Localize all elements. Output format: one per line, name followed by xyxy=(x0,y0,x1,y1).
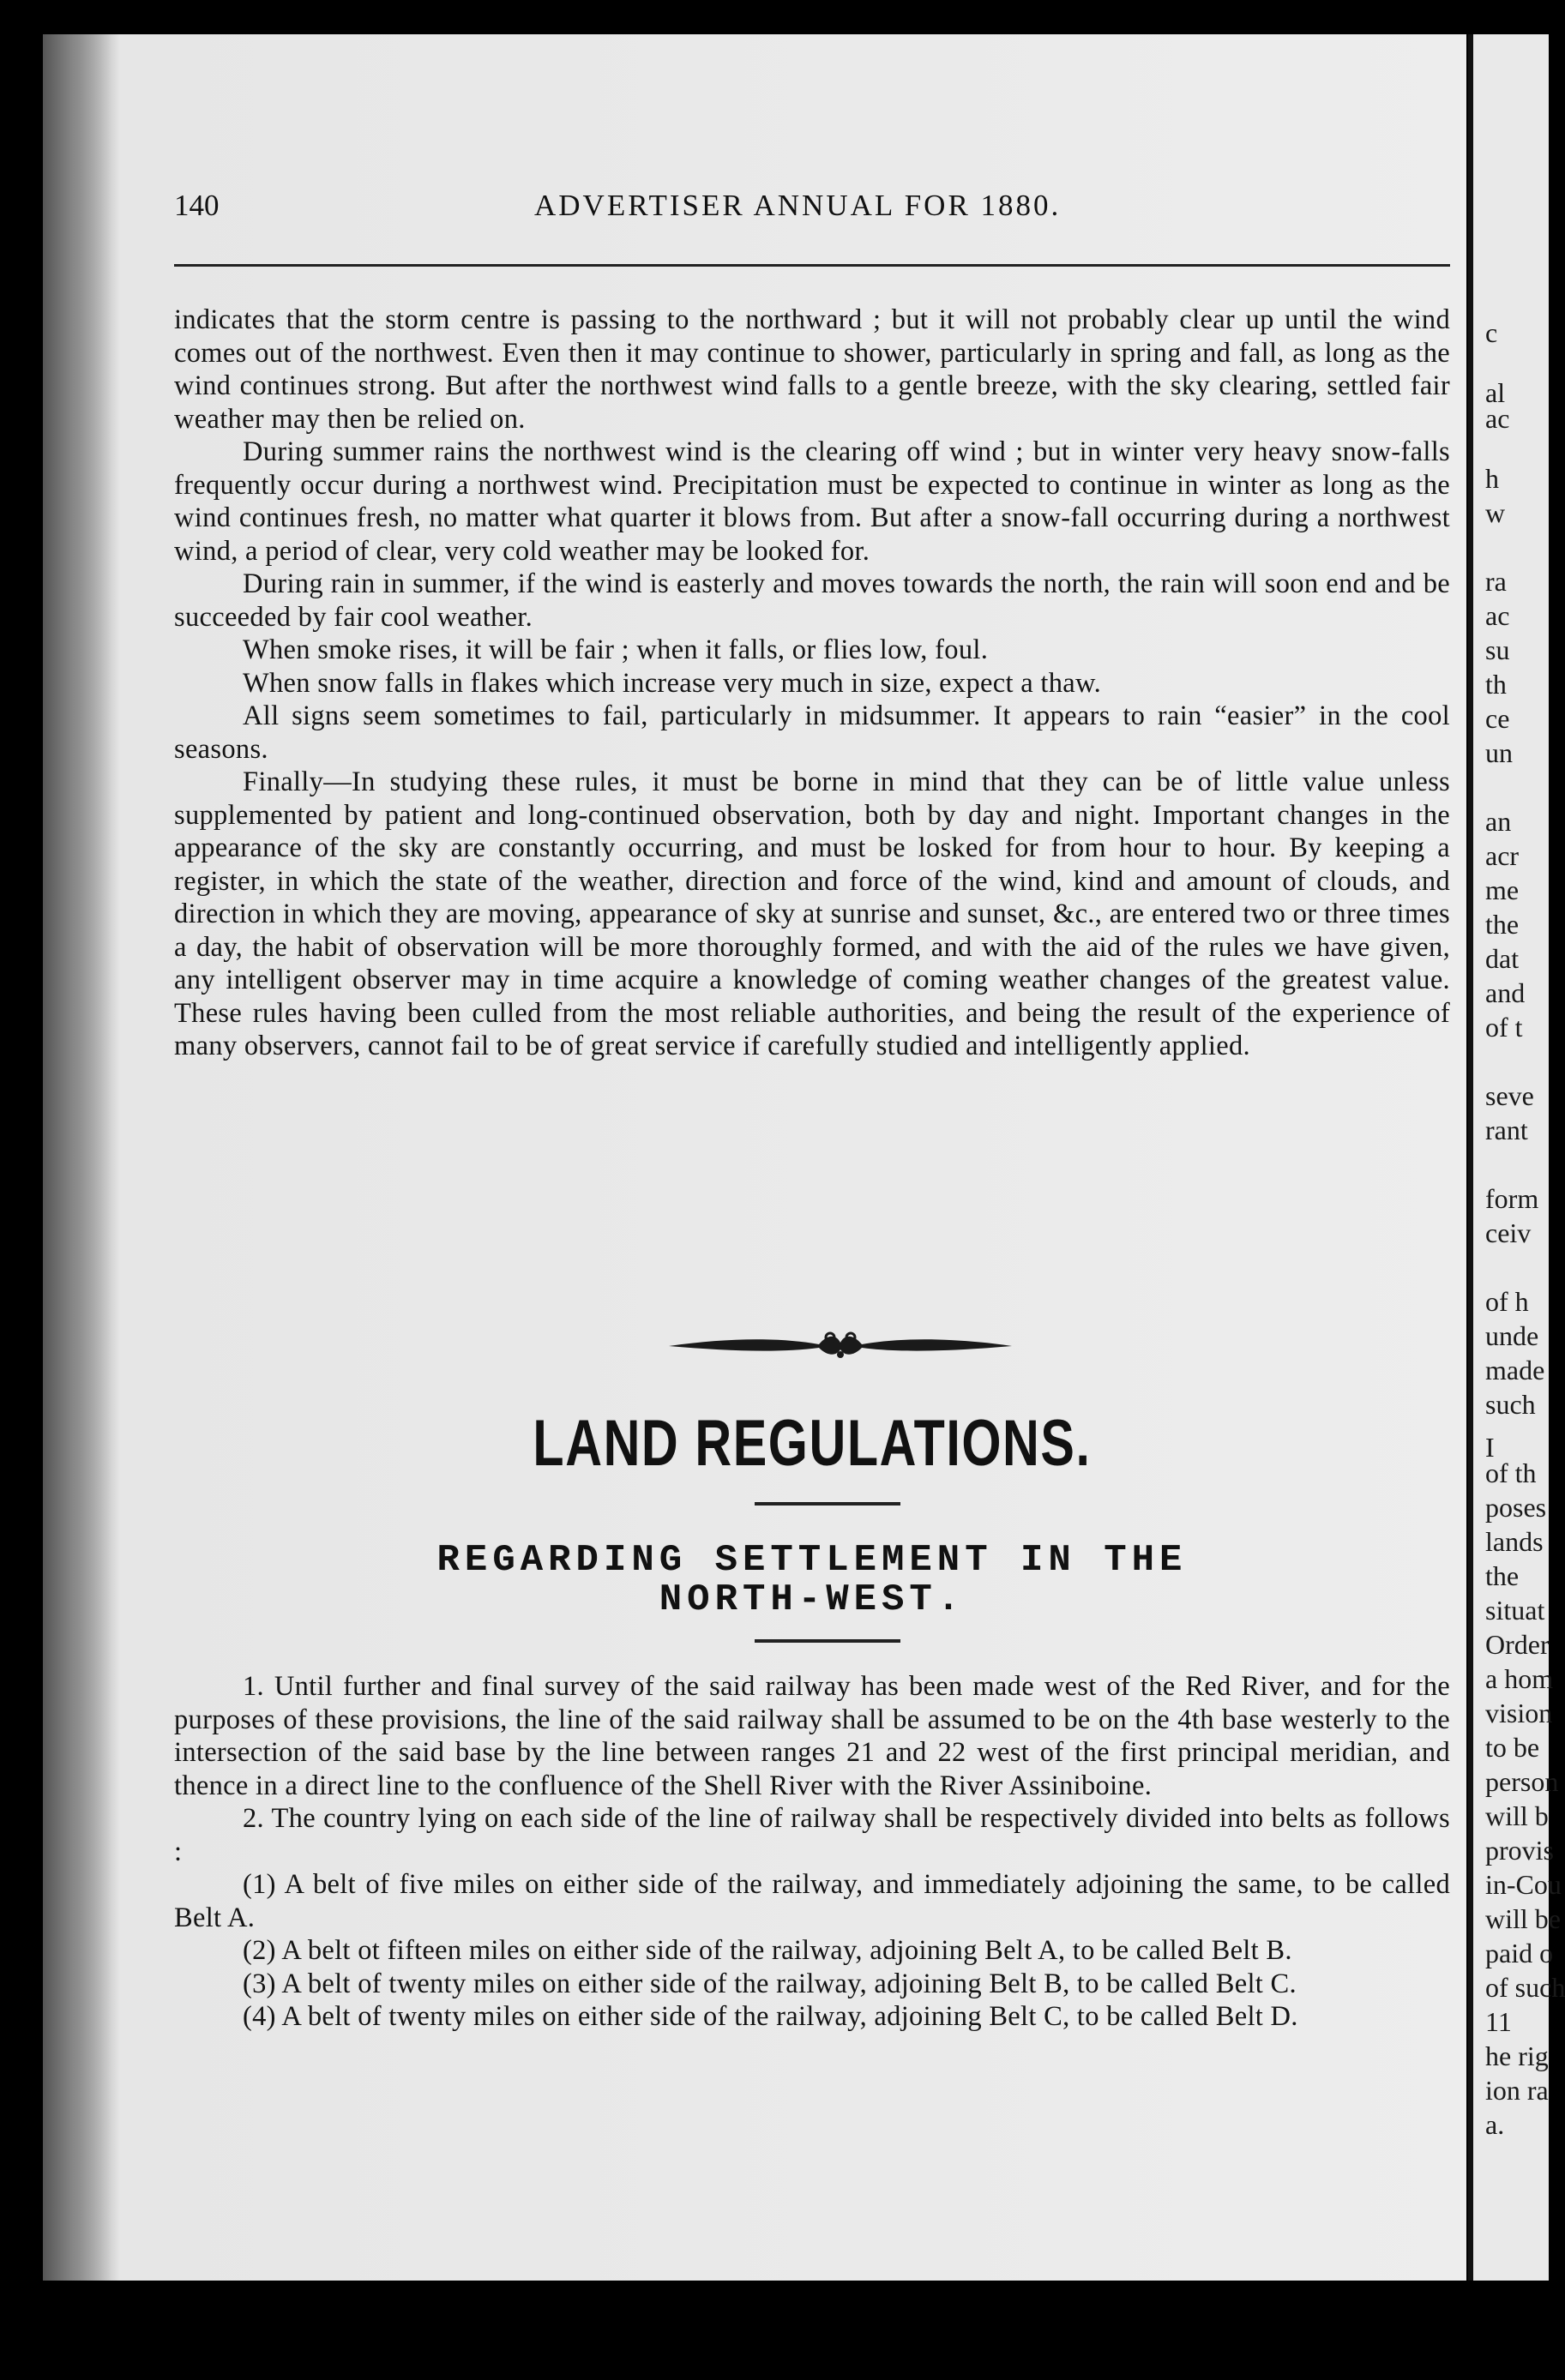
adjacent-page-fragment: ce xyxy=(1485,703,1510,734)
page-number: 140 xyxy=(174,189,220,222)
paragraph: (2) A belt ot fifteen miles on either side of the railway, adjoining Belt A, to be called Belt B. xyxy=(243,1935,1292,1966)
adjacent-page-fragment: lands xyxy=(1485,1526,1544,1557)
adjacent-page-fragment: provis xyxy=(1485,1835,1554,1866)
adjacent-page-fragment: situat xyxy=(1485,1595,1545,1626)
adjacent-page-fragment: rant xyxy=(1485,1115,1528,1145)
adjacent-page-fragment: poses xyxy=(1485,1492,1547,1523)
adjacent-page-fragment: me xyxy=(1485,874,1520,905)
paragraph: Finally—In studying these rules, it must be borne in mind that they can be of little value unless supplemented by patient and long-continued observation, both by day and night. Important changes in the appearance of the sky are constantly occurring, and must be losked for from hour to hour. By keeping a register, in which the state of the weather, direction and force of the wind, kind and amount of clouds, and direction in which they are moving, appearance of sky at sunrise and sunset, &c., are entered two or three times a day, the habit of observation will be more thoroughly formed, and with the aid of the rules we have given, any intelligent observer may in time acquire a knowledge of coming weather changes of the greatest value. These rules having been culled from the most reliable authorities, and being the result of the experience of many observers, cannot fail to be of great service if carefully studied and intelligently applied. xyxy=(174,766,1450,1061)
title-rule xyxy=(755,1502,900,1506)
paragraph: (4) A belt of twenty miles on either side of the railway, adjoining Belt C, to be called Belt D. xyxy=(243,2001,1298,2032)
adjacent-page-fragment: acr xyxy=(1485,840,1520,871)
subtitle-line: REGARDING SETTLEMENT IN THE xyxy=(436,1539,1188,1582)
adjacent-page-fragment: al xyxy=(1485,377,1506,408)
adjacent-page-fragment: I xyxy=(1485,1432,1495,1463)
adjacent-page-fragment: to be xyxy=(1485,1732,1540,1763)
subtitle-rule xyxy=(755,1639,900,1643)
section-title: LAND REGULATIONS. xyxy=(533,1407,1092,1480)
running-head xyxy=(174,189,1452,231)
ornament-divider-icon xyxy=(660,1319,1020,1370)
adjacent-page-fragment: a hom xyxy=(1485,1663,1554,1694)
adjacent-page-fragment: will be xyxy=(1485,1903,1561,1934)
adjacent-page-fragment: ion ra xyxy=(1485,2075,1549,2106)
adjacent-page-fragment: c xyxy=(1485,317,1498,348)
adjacent-page-fragment: the xyxy=(1485,1560,1520,1591)
paragraph: When smoke rises, it will be fair ; when it falls, or flies low, foul. xyxy=(243,634,989,665)
adjacent-page-fragment: dat xyxy=(1485,943,1520,974)
adjacent-page-fragment: of th xyxy=(1485,1457,1537,1488)
adjacent-page-fragment: su xyxy=(1485,634,1510,665)
adjacent-page-fragment: the xyxy=(1485,909,1520,940)
paragraph: 2. The country lying on each side of the line of railway shall be respectively divided into belts as follows : xyxy=(174,1803,1450,1867)
adjacent-page-fragment: paid o xyxy=(1485,1938,1554,1968)
adjacent-page-fragment: ac xyxy=(1485,403,1510,434)
adjacent-page-fragment: unde xyxy=(1485,1320,1539,1351)
land-regulations-text xyxy=(174,1670,1450,2034)
adjacent-page-fragment: will b xyxy=(1485,1800,1549,1831)
paragraph: 1. Until further and final survey of the said railway has been made west of the Red River, and for the purposes of these provisions, the line of the said railway shall be assumed to be on the 4th base westerly to the intersection of the said base by the line between ranges 21 and 22 west of the first principal meridian, and thence in a direct line to the confluence of the Shell River with the River Assiniboine. xyxy=(174,1671,1450,1801)
adjacent-page-fragment: such xyxy=(1485,1389,1536,1420)
adjacent-page-fragment: ra xyxy=(1485,566,1507,597)
adjacent-page-fragment: seve xyxy=(1485,1080,1534,1111)
adjacent-page-fragment: an xyxy=(1485,806,1512,837)
adjacent-page-fragment: h xyxy=(1485,463,1499,494)
adjacent-page-fragment: w xyxy=(1485,497,1506,528)
adjacent-page-fragment: of t xyxy=(1485,1012,1523,1043)
adjacent-page-fragment: a. xyxy=(1485,2109,1505,2140)
adjacent-page-fragment: of h xyxy=(1485,1286,1529,1317)
gutter-shadow xyxy=(43,34,120,2281)
weather-rules-text xyxy=(174,304,1450,1063)
paragraph: When snow falls in flakes which increase very much in size, expect a thaw. xyxy=(243,667,1102,699)
paragraph: During rain in summer, if the wind is easterly and moves towards the north, the rain will soon end and be succeeded by fair cool weather. xyxy=(174,568,1450,633)
adjacent-page-fragment: th xyxy=(1485,669,1507,700)
adjacent-page-fragment: in-Cou xyxy=(1485,1869,1562,1900)
adjacent-page-fragment: 11 xyxy=(1485,2006,1512,2037)
adjacent-page-fragment: un xyxy=(1485,737,1513,768)
adjacent-page-fragment: ceiv xyxy=(1485,1217,1532,1248)
adjacent-page-fragment: person xyxy=(1485,1766,1559,1797)
paragraph: (1) A belt of five miles on either side of the railway, and immediately adjoining the same, to be called Belt A. xyxy=(174,1869,1450,1933)
adjacent-page-fragment: and xyxy=(1485,977,1526,1008)
adjacent-page-edge xyxy=(1468,34,1565,2281)
header-rule xyxy=(174,264,1450,267)
paragraph: During summer rains the northwest wind is the clearing off wind ; but in winter very heavy snow-falls frequently occur during a northwest wind. Precipitation must be expected to continue in winter as long as the wind continues fresh, no matter what quarter it blows from. But after a snow-fall occurring during a northwest wind, a period of clear, very cold weather may be looked for. xyxy=(174,436,1450,567)
section-subtitle xyxy=(174,1541,1450,1620)
adjacent-page-fragment: form xyxy=(1485,1183,1539,1214)
paragraph: indicates that the storm centre is passing to the northward ; but it will not probably clear up until the wind comes out of the northwest. Even then it may continue to shower, particularly in spring and fall, as long as the wind continues strong. But after the northwest wind falls to a gentle breeze, with the sky clearing, settled fair weather may then be relied on. xyxy=(174,304,1450,435)
adjacent-page-fragment: he rig xyxy=(1485,2040,1549,2071)
paragraph: (3) A belt of twenty miles on either side of the railway, adjoining Belt B, to be called Belt C. xyxy=(243,1968,1297,1999)
adjacent-page-fragment: ac xyxy=(1485,600,1510,631)
paragraph: All signs seem sometimes to fail, particularly in midsummer. It appears to rain “easier” in the cool seasons. xyxy=(174,700,1450,765)
adjacent-page-fragment: vision xyxy=(1485,1698,1553,1728)
adjacent-page-fragment: Order xyxy=(1485,1629,1550,1660)
running-head-title: ADVERTISER ANNUAL FOR 1880. xyxy=(534,189,1062,222)
subtitle-line: NORTH-WEST. xyxy=(659,1578,966,1621)
adjacent-page-fragment: made xyxy=(1485,1355,1545,1385)
adjacent-page-fragment: of such xyxy=(1485,1972,1565,2003)
